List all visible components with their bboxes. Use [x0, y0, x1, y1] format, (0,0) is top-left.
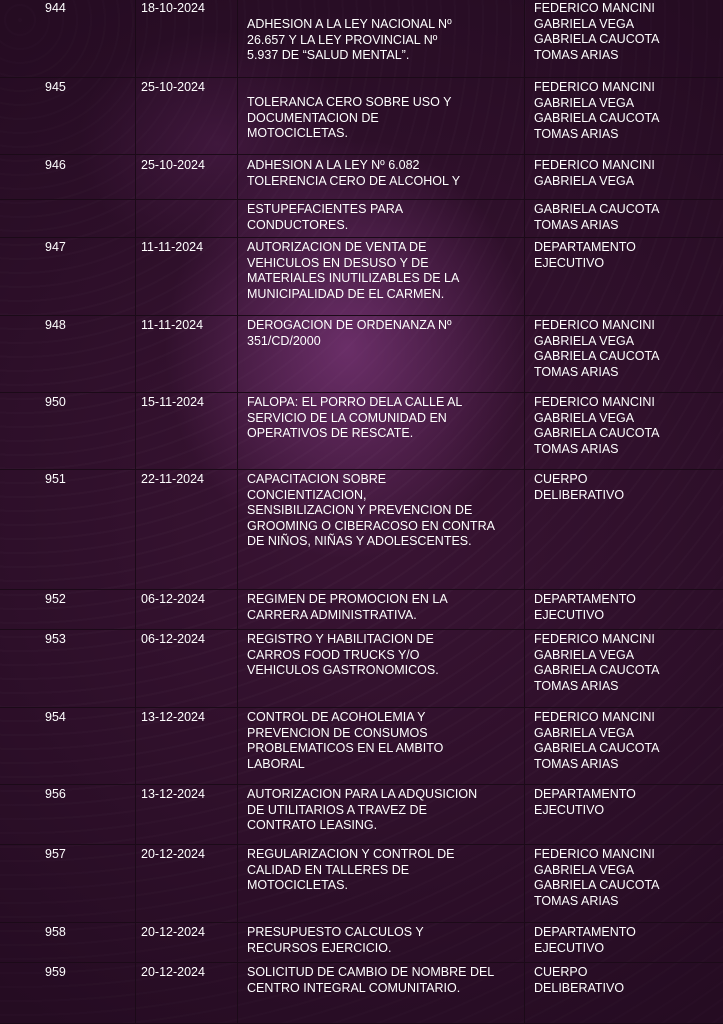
- ordinance-date: 13-12-2024: [136, 785, 238, 844]
- ordinance-date: 06-12-2024: [136, 590, 238, 629]
- ordinance-title: DEROGACION DE ORDENANZA Nº 351/CD/2000: [238, 316, 525, 392]
- ordinance-date: 11-11-2024: [136, 238, 238, 315]
- ordinance-title: AUTORIZACION DE VENTA DE VEHICULOS EN DESUSO Y DE MATERIALES INUTILIZABLES DE LA MUNICIPALIDAD DE EL CARMEN.: [238, 238, 525, 315]
- table-row: [0, 316, 723, 393]
- ordinance-number: 944: [0, 0, 136, 77]
- table-row: [0, 845, 723, 923]
- ordinance-authors: FEDERICO MANCINI GABRIELA VEGA GABRIELA CAUCOTA TOMAS ARIAS: [534, 632, 660, 693]
- ordinance-authors: CUERPO DELIBERATIVO: [534, 472, 625, 502]
- ordinance-title: ESTUPEFACIENTES PARA CONDUCTORES.: [238, 200, 525, 237]
- ordinance-number: 956: [0, 785, 136, 844]
- ordinance-authors: FEDERICO MANCINI GABRIELA VEGA GABRIELA CAUCOTA TOMAS ARIAS: [534, 710, 660, 771]
- ordinance-date: 13-12-2024: [136, 708, 238, 784]
- ordinance-title: CONTROL DE ACOHOLEMIA Y PREVENCION DE CONSUMOS PROBLEMATICOS EN EL AMBITO LABORAL: [238, 708, 525, 784]
- ordinance-date: 20-12-2024: [136, 963, 238, 1023]
- ordinance-authors: DEPARTAMENTO EJECUTIVO: [534, 925, 636, 955]
- table-row: [0, 393, 723, 470]
- ordinance-number: 947: [0, 238, 136, 315]
- ordinance-authors: GABRIELA CAUCOTA TOMAS ARIAS: [534, 202, 660, 232]
- ordinance-number: 958: [0, 923, 136, 962]
- ordinance-date: 11-11-2024: [136, 316, 238, 392]
- ordinance-number: 946: [0, 155, 136, 199]
- ordinance-number: 957: [0, 845, 136, 922]
- table-row: [0, 0, 723, 78]
- ordinance-title: TOLERANCA CERO SOBRE USO Y DOCUMENTACION DE MOTOCICLETAS.: [238, 78, 525, 154]
- ordinance-title: ADHESION A LA LEY Nº 6.082 TOLERENCIA CERO DE ALCOHOL Y: [238, 155, 525, 199]
- ordinance-title: REGIMEN DE PROMOCION EN LA CARRERA ADMINISTRATIVA.: [238, 590, 525, 629]
- ordinance-number: 950: [0, 393, 136, 469]
- ordinance-authors: CUERPO DELIBERATIVO: [534, 965, 625, 995]
- ordinance-title: REGULARIZACION Y CONTROL DE CALIDAD EN TALLERES DE MOTOCICLETAS.: [238, 845, 525, 922]
- ordinance-date: 06-12-2024: [136, 630, 238, 707]
- ordinance-number: 952: [0, 590, 136, 629]
- table-row: [0, 470, 723, 590]
- ordinance-title: CAPACITACION SOBRE CONCIENTIZACION, SENSIBILIZACION Y PREVENCION DE GROOMING O CIBERACOSO EN CONTRA DE NIÑOS, NIÑAS Y ADOLESCENTES.: [238, 470, 525, 589]
- table-row: [0, 785, 723, 845]
- ordinance-date: 18-10-2024: [136, 0, 238, 77]
- ordinance-authors: DEPARTAMENTO EJECUTIVO: [534, 240, 636, 270]
- ordinance-number: 954: [0, 708, 136, 784]
- table-row: [0, 708, 723, 785]
- ordinance-date: 20-12-2024: [136, 923, 238, 962]
- table-row: [0, 590, 723, 630]
- ordinance-title: AUTORIZACION PARA LA ADQUSICION DE UTILITARIOS A TRAVEZ DE CONTRATO LEASING.: [238, 785, 525, 844]
- ordinance-number: 945: [0, 78, 136, 154]
- ordinance-authors: FEDERICO MANCINI GABRIELA VEGA GABRIELA CAUCOTA TOMAS ARIAS: [534, 847, 660, 908]
- ordinance-number: 953: [0, 630, 136, 707]
- ordinance-title: REGISTRO Y HABILITACION DE CARROS FOOD TRUCKS Y/O VEHICULOS GASTRONOMICOS.: [238, 630, 525, 707]
- table-row: [0, 238, 723, 316]
- ordinance-authors: FEDERICO MANCINI GABRIELA VEGA: [534, 158, 655, 188]
- ordinance-number: [0, 200, 136, 237]
- ordinance-date: [136, 200, 238, 237]
- table-row: [0, 923, 723, 963]
- table-row: [0, 630, 723, 708]
- ordinance-title: FALOPA: EL PORRO DELA CALLE AL SERVICIO DE LA COMUNIDAD EN OPERATIVOS DE RESCATE.: [238, 393, 525, 469]
- ordinance-date: 20-12-2024: [136, 845, 238, 922]
- table-row: [0, 155, 723, 200]
- ordinance-authors: FEDERICO MANCINI GABRIELA VEGA GABRIELA CAUCOTA TOMAS ARIAS: [534, 1, 660, 62]
- ordinance-date: 22-11-2024: [136, 470, 238, 589]
- table-row: [0, 200, 723, 238]
- ordinance-authors: DEPARTAMENTO EJECUTIVO: [534, 787, 636, 817]
- table-row: [0, 963, 723, 1024]
- ordinance-authors: FEDERICO MANCINI GABRIELA VEGA GABRIELA CAUCOTA TOMAS ARIAS: [534, 395, 660, 456]
- ordinance-authors: FEDERICO MANCINI GABRIELA VEGA GABRIELA CAUCOTA TOMAS ARIAS: [534, 80, 660, 141]
- ordinance-date: 25-10-2024: [136, 155, 238, 199]
- ordinance-number: 948: [0, 316, 136, 392]
- ordinance-title: PRESUPUESTO CALCULOS Y RECURSOS EJERCICIO.: [238, 923, 525, 962]
- ordinance-authors: FEDERICO MANCINI GABRIELA VEGA GABRIELA CAUCOTA TOMAS ARIAS: [534, 318, 660, 379]
- ordinance-authors: DEPARTAMENTO EJECUTIVO: [534, 592, 636, 622]
- ordinance-date: 25-10-2024: [136, 78, 238, 154]
- ordinance-number: 951: [0, 470, 136, 589]
- ordinance-date: 15-11-2024: [136, 393, 238, 469]
- ordinance-title: ADHESION A LA LEY NACIONAL Nº 26.657 Y LA LEY PROVINCIAL Nº 5.937 DE “SALUD MENTAL”.: [238, 0, 525, 77]
- ordinance-number: 959: [0, 963, 136, 1023]
- ordinance-title: SOLICITUD DE CAMBIO DE NOMBRE DEL CENTRO INTEGRAL COMUNITARIO.: [238, 963, 525, 1023]
- table-row: [0, 78, 723, 155]
